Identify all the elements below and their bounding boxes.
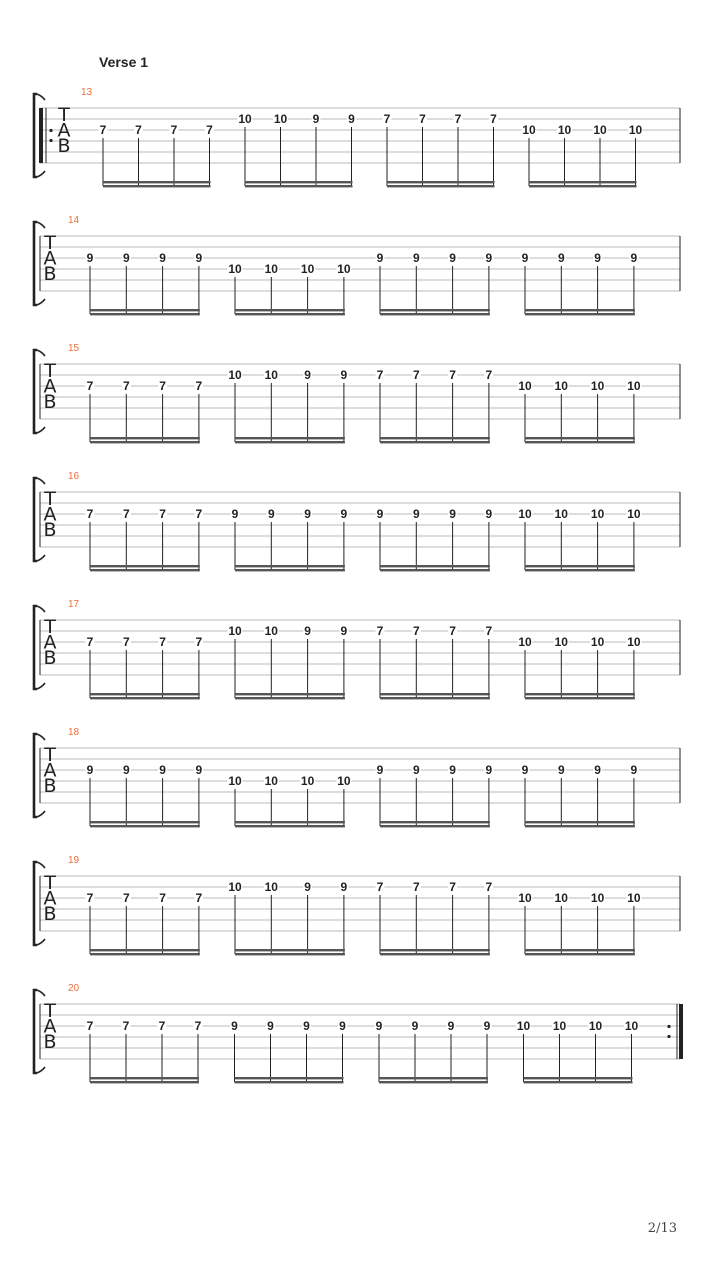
beam-primary: [235, 565, 345, 567]
fret-number: 7: [86, 635, 94, 649]
fret-number: 7: [195, 635, 203, 649]
fret-number: 9: [348, 112, 355, 126]
beam-secondary: [235, 953, 345, 955]
tab-clef-letter: A: [43, 375, 57, 398]
fret-number: 9: [375, 1019, 383, 1033]
fret-number: 9: [231, 1019, 238, 1033]
fret-number: 7: [490, 112, 497, 126]
fret-number: 9: [376, 507, 384, 521]
bracket-top-hook: [37, 478, 45, 484]
tab-clef-letter: T: [44, 360, 56, 382]
fret-number: 7: [485, 624, 493, 638]
beam-secondary: [525, 825, 635, 827]
fret-number: 7: [485, 880, 493, 894]
tab-clef-letter: T: [44, 616, 56, 638]
fret-number: 7: [485, 368, 493, 382]
fret-number: 9: [594, 251, 601, 265]
fret-number: 7: [159, 635, 166, 649]
fret-number: 10: [590, 635, 605, 649]
fret-number: 9: [312, 112, 320, 126]
fret-number: 10: [522, 123, 536, 137]
beam-secondary: [245, 185, 353, 187]
measure-number: 17: [68, 599, 80, 610]
beam-secondary: [379, 1081, 488, 1083]
fret-number: 9: [267, 1019, 274, 1033]
beam-primary: [90, 1077, 199, 1079]
fret-number: 7: [122, 1019, 130, 1033]
beam-primary: [529, 181, 637, 183]
tab-clef-letter: A: [43, 631, 57, 654]
fret-number: 10: [228, 624, 242, 638]
fret-number: 9: [340, 624, 348, 638]
fret-number: 9: [412, 507, 420, 521]
fret-number: 9: [483, 1019, 491, 1033]
system-bracket: [34, 350, 37, 433]
start-repeat-thick-line: [39, 108, 43, 163]
fret-number: 7: [412, 624, 420, 638]
beam-primary: [90, 309, 200, 311]
fret-number: 10: [264, 262, 278, 276]
tab-clef-letter: T: [58, 104, 70, 126]
fret-number: 10: [590, 891, 605, 905]
beam-secondary: [380, 697, 490, 699]
beam-primary: [525, 309, 635, 311]
fret-number: 7: [135, 123, 142, 137]
bracket-top-hook: [37, 734, 45, 740]
fret-number: 7: [159, 891, 166, 905]
fret-number: 7: [376, 880, 384, 894]
fret-number: 9: [304, 880, 311, 894]
beam-secondary: [525, 953, 635, 955]
fret-number: 7: [195, 891, 203, 905]
system-bracket: [34, 94, 37, 177]
tab-system: [34, 87, 680, 187]
fret-number: 7: [122, 891, 130, 905]
fret-number: 7: [449, 624, 456, 638]
tab-clef-letter: B: [43, 391, 57, 413]
bracket-bottom-hook: [37, 811, 45, 817]
fret-number: 9: [376, 251, 384, 265]
fret-number: 10: [273, 112, 288, 126]
tab-clef-letter: T: [44, 232, 56, 254]
system-bracket: [34, 222, 37, 305]
fret-number: 10: [590, 379, 605, 393]
beam-secondary: [380, 953, 490, 955]
fret-number: 10: [337, 262, 351, 276]
fret-number: 7: [376, 368, 384, 382]
fret-number: 10: [554, 507, 568, 521]
beam-primary: [103, 181, 211, 183]
fret-number: 7: [86, 507, 94, 521]
fret-number: 7: [86, 891, 94, 905]
fret-number: 10: [554, 379, 568, 393]
tab-clef-letter: B: [43, 1031, 57, 1053]
beam-secondary: [380, 569, 490, 571]
beam-primary: [525, 821, 635, 823]
system-bracket: [34, 990, 37, 1073]
fret-number: 7: [449, 880, 456, 894]
fret-number: 10: [554, 891, 568, 905]
fret-number: 10: [518, 635, 532, 649]
tab-clef-letter: B: [43, 519, 57, 541]
tab-system: [34, 855, 680, 955]
tab-clef-letter: A: [43, 759, 57, 782]
fret-number: 9: [339, 1019, 346, 1033]
tab-clef-letter: B: [57, 135, 71, 157]
fret-number: 10: [337, 774, 351, 788]
fret-number: 9: [485, 763, 493, 777]
beam-primary: [525, 949, 635, 951]
fret-number: 9: [557, 763, 565, 777]
fret-number: 9: [521, 251, 529, 265]
bracket-bottom-hook: [37, 299, 45, 305]
fret-number: 10: [264, 774, 278, 788]
tab-system: [34, 983, 683, 1083]
bracket-bottom-hook: [37, 939, 45, 945]
tab-clef-letter: T: [44, 744, 56, 766]
bracket-bottom-hook: [37, 1067, 45, 1073]
fret-number: 10: [228, 262, 242, 276]
tab-system: [34, 343, 680, 443]
system-bracket: [34, 862, 37, 945]
beam-primary: [235, 949, 345, 951]
beam-primary: [90, 949, 200, 951]
bracket-top-hook: [37, 222, 45, 228]
fret-number: 10: [228, 880, 242, 894]
fret-number: 10: [300, 774, 315, 788]
fret-number: 9: [449, 251, 456, 265]
fret-number: 9: [412, 251, 420, 265]
fret-number: 10: [264, 624, 278, 638]
fret-number: 7: [376, 624, 384, 638]
fret-number: 9: [340, 880, 348, 894]
beam-primary: [90, 821, 200, 823]
fret-number: 7: [194, 1019, 202, 1033]
fret-number: 9: [376, 763, 384, 777]
tab-system: [34, 471, 680, 571]
beam-primary: [90, 437, 200, 439]
fret-number: 9: [267, 507, 275, 521]
fret-number: 10: [228, 774, 242, 788]
beam-secondary: [90, 313, 200, 315]
beam-secondary: [90, 953, 200, 955]
tab-clef-letter: A: [43, 887, 57, 910]
end-repeat-thick-line: [679, 1004, 683, 1059]
beam-secondary: [387, 185, 495, 187]
beam-primary: [380, 949, 490, 951]
beam-secondary: [90, 441, 200, 443]
fret-number: 10: [627, 635, 641, 649]
tab-system: [34, 215, 680, 315]
measure-number: 14: [68, 215, 80, 226]
fret-number: 9: [594, 763, 601, 777]
beam-primary: [525, 437, 635, 439]
beam-primary: [235, 437, 345, 439]
tab-clef-letter: T: [44, 1000, 56, 1022]
fret-number: 9: [340, 507, 348, 521]
bracket-bottom-hook: [37, 555, 45, 561]
beam-secondary: [90, 697, 200, 699]
beam-secondary: [525, 313, 635, 315]
measure-number: 19: [68, 855, 80, 866]
end-repeat-dot: [667, 1025, 670, 1028]
fret-number: 7: [454, 112, 462, 126]
fret-number: 9: [86, 763, 94, 777]
fret-number: 7: [383, 112, 391, 126]
tab-clef-letter: B: [43, 775, 57, 797]
bracket-top-hook: [37, 350, 45, 356]
fret-number: 10: [264, 880, 278, 894]
beam-secondary: [380, 825, 490, 827]
fret-number: 9: [304, 624, 311, 638]
tab-clef-letter: B: [43, 647, 57, 669]
beam-primary: [90, 693, 200, 695]
beam-secondary: [524, 1081, 633, 1083]
beam-primary: [380, 821, 490, 823]
tab-clef-letter: A: [43, 1015, 57, 1038]
beam-secondary: [103, 185, 211, 187]
beam-primary: [380, 693, 490, 695]
fret-number: 10: [627, 379, 641, 393]
fret-number: 9: [195, 763, 203, 777]
section-title: Verse 1: [99, 54, 149, 70]
beam-primary: [379, 1077, 488, 1079]
beam-primary: [235, 821, 345, 823]
fret-number: 9: [304, 507, 311, 521]
measure-number: 18: [68, 727, 80, 738]
fret-number: 7: [206, 123, 213, 137]
fret-number: 10: [588, 1019, 603, 1033]
fret-number: 9: [630, 251, 638, 265]
bracket-top-hook: [37, 990, 45, 996]
start-repeat-dot: [49, 139, 52, 142]
fret-number: 7: [419, 112, 426, 126]
beam-primary: [90, 565, 200, 567]
tab-clef-letter: B: [43, 903, 57, 925]
fret-number: 10: [627, 507, 641, 521]
fret-number: 10: [627, 891, 641, 905]
fret-number: 7: [195, 507, 203, 521]
fret-number: 10: [554, 635, 568, 649]
fret-number: 9: [447, 1019, 455, 1033]
fret-number: 9: [195, 251, 203, 265]
fret-number: 9: [411, 1019, 419, 1033]
beam-primary: [380, 565, 490, 567]
beam-secondary: [235, 697, 345, 699]
fret-number: 9: [521, 763, 529, 777]
fret-number: 9: [159, 251, 166, 265]
fret-number: 10: [628, 123, 643, 137]
beam-primary: [235, 309, 345, 311]
beam-secondary: [90, 1081, 199, 1083]
fret-number: 7: [122, 635, 130, 649]
beam-secondary: [525, 569, 635, 571]
tab-clef-letter: A: [43, 503, 57, 526]
tab-clef-letter: A: [57, 119, 71, 142]
fret-number: 7: [195, 379, 203, 393]
beam-secondary: [380, 441, 490, 443]
fret-number: 10: [624, 1019, 639, 1033]
fret-number: 7: [159, 507, 166, 521]
beam-secondary: [235, 313, 345, 315]
beam-secondary: [235, 569, 345, 571]
bracket-top-hook: [37, 862, 45, 868]
fret-number: 7: [159, 379, 166, 393]
fret-number: 7: [412, 368, 420, 382]
beam-primary: [235, 693, 345, 695]
bracket-bottom-hook: [37, 683, 45, 689]
fret-number: 9: [340, 368, 348, 382]
beam-primary: [380, 309, 490, 311]
fret-number: 9: [449, 507, 456, 521]
fret-number: 7: [99, 123, 107, 137]
fret-number: 10: [516, 1019, 531, 1033]
fret-number: 9: [122, 251, 130, 265]
fret-number: 9: [449, 763, 456, 777]
fret-number: 10: [557, 123, 572, 137]
fret-number: 9: [231, 507, 239, 521]
system-bracket: [34, 734, 37, 817]
beam-secondary: [235, 1081, 344, 1083]
fret-number: 7: [412, 880, 420, 894]
fret-number: 10: [228, 368, 242, 382]
fret-number: 9: [122, 763, 130, 777]
fret-number: 9: [86, 251, 94, 265]
fret-number: 10: [518, 379, 532, 393]
measure-number: 15: [68, 343, 80, 354]
beam-secondary: [235, 441, 345, 443]
fret-number: 7: [86, 379, 94, 393]
beam-secondary: [235, 825, 345, 827]
measure-number: 16: [68, 471, 80, 482]
measure-number: 20: [68, 983, 80, 994]
measure-number: 13: [81, 87, 93, 98]
fret-number: 7: [122, 507, 130, 521]
tab-system: [34, 599, 680, 699]
bracket-top-hook: [37, 606, 45, 612]
fret-number: 10: [518, 507, 532, 521]
beam-primary: [235, 1077, 344, 1079]
beam-primary: [525, 693, 635, 695]
beam-secondary: [525, 697, 635, 699]
fret-number: 7: [158, 1019, 166, 1033]
tab-clef-letter: T: [44, 872, 56, 894]
fret-number: 9: [304, 368, 311, 382]
fret-number: 9: [412, 763, 420, 777]
fret-number: 7: [449, 368, 456, 382]
fret-number: 10: [590, 507, 605, 521]
end-repeat-dot: [667, 1035, 670, 1038]
beam-secondary: [529, 185, 637, 187]
beam-secondary: [380, 313, 490, 315]
fret-number: 9: [485, 507, 493, 521]
beam-secondary: [525, 441, 635, 443]
fret-number: 7: [122, 379, 130, 393]
beam-primary: [525, 565, 635, 567]
fret-number: 7: [170, 123, 178, 137]
fret-number: 7: [86, 1019, 94, 1033]
fret-number: 9: [630, 763, 638, 777]
tab-clef-letter: A: [43, 247, 57, 270]
bracket-bottom-hook: [37, 171, 45, 177]
fret-number: 9: [303, 1019, 310, 1033]
system-bracket: [34, 478, 37, 561]
bracket-bottom-hook: [37, 427, 45, 433]
beam-secondary: [90, 825, 200, 827]
beam-primary: [380, 437, 490, 439]
fret-number: 10: [593, 123, 607, 137]
fret-number: 10: [264, 368, 278, 382]
beam-primary: [524, 1077, 633, 1079]
fret-number: 9: [159, 763, 166, 777]
bracket-top-hook: [37, 94, 45, 100]
fret-number: 10: [518, 891, 532, 905]
tab-clef-letter: B: [43, 263, 57, 285]
start-repeat-dot: [49, 129, 52, 132]
fret-number: 10: [300, 262, 315, 276]
beam-secondary: [90, 569, 200, 571]
system-bracket: [34, 606, 37, 689]
fret-number: 9: [557, 251, 565, 265]
beam-primary: [245, 181, 353, 183]
tab-clef-letter: T: [44, 488, 56, 510]
page-number: 2/13: [647, 1221, 677, 1236]
fret-number: 10: [238, 112, 252, 126]
beam-primary: [387, 181, 495, 183]
fret-number: 10: [552, 1019, 567, 1033]
fret-number: 9: [485, 251, 493, 265]
tab-system: [34, 727, 680, 827]
